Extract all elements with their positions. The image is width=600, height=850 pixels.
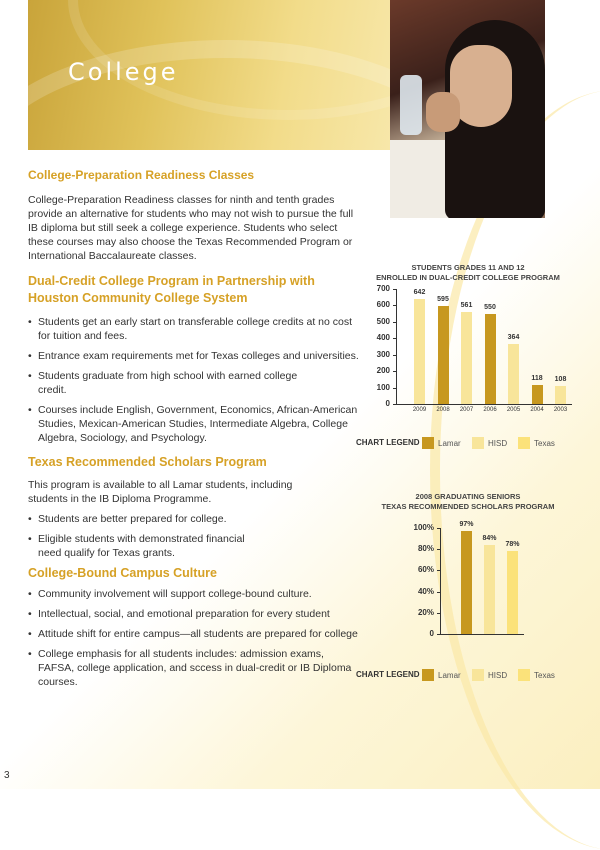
data-label: 78%: [505, 541, 520, 549]
legend-label: Lamar: [438, 439, 461, 448]
chart-bar: [508, 344, 519, 404]
section-heading: College-Preparation Readiness Classes: [28, 168, 255, 182]
y-tick-label: 500: [376, 316, 390, 326]
legend-swatch-hisd: [472, 437, 484, 449]
chart-title-line: STUDENTS GRADES 11 AND 12: [411, 263, 525, 272]
x-tick-label: 2008: [436, 407, 450, 413]
student-photo: [390, 0, 545, 218]
y-tick-mark: [437, 570, 440, 571]
y-tick-label: 0: [429, 629, 434, 638]
y-axis: [396, 289, 397, 404]
list-item: • Students get an early start on transferable college credits at no cost for tuition and fees.: [28, 315, 360, 343]
y-tick-mark: [437, 634, 440, 635]
y-tick-mark: [437, 528, 440, 529]
y-tick-mark: [393, 305, 396, 306]
list-item: • College emphasis for all students includes: admission exams, FAFSA, college application, and sccess in dual-credit or IB Diploma courses.: [28, 647, 360, 689]
main-content: [28, 168, 360, 695]
section-body: This program is available to all Lamar students, including students in the IB Diploma Programme.: [28, 479, 293, 505]
y-tick-label: 20%: [417, 607, 434, 617]
y-tick-label: 60%: [417, 565, 434, 575]
section-heading: College-Bound Campus Culture: [28, 566, 217, 580]
legend-label: Texas: [534, 439, 555, 448]
y-tick-label: 80%: [417, 544, 434, 554]
legend-swatch-hisd: [472, 669, 484, 681]
y-tick-mark: [393, 355, 396, 356]
data-label: 595: [437, 296, 449, 304]
y-tick-label: 0: [385, 399, 390, 408]
y-tick-label: 400: [376, 333, 390, 343]
page-title: College: [68, 58, 179, 86]
x-tick-label: 2006: [483, 407, 497, 413]
chart-bar: [485, 314, 496, 404]
chart-title-line: TEXAS RECOMMENDED SCHOLARS PROGRAM: [381, 502, 555, 511]
legend-swatch-lamar: [422, 437, 434, 449]
section-body: College-Preparation Readiness classes for ninth and tenth grades provide an alternative for students who may not wish to pursue the full IB diploma but still seek a college experience. Students who select these courses may also choose the Texas Recommended Program or International Baccalaureate classes.: [28, 194, 354, 262]
data-label: 84%: [482, 534, 497, 542]
section-heading: Texas Recommended Scholars Program: [28, 455, 267, 469]
chart-title-line: 2008 GRADUATING SENIORS: [415, 492, 521, 501]
y-tick-mark: [393, 388, 396, 389]
y-axis: [440, 528, 441, 634]
y-tick-mark: [437, 613, 440, 614]
legend-swatch-texas: [518, 669, 530, 681]
legend-title: CHART LEGEND: [356, 670, 420, 679]
section-heading: Dual-Credit College Program in Partnership with Houston Community College System: [28, 274, 315, 305]
chart-bar: [461, 312, 472, 404]
data-label: 642: [413, 288, 426, 296]
chart-title-line: ENROLLED IN DUAL-CREDIT COLLEGE PROGRAM: [376, 273, 560, 282]
x-tick-label: 2009: [412, 407, 427, 413]
list-item: • Students graduate from high school with earned college credit.: [28, 369, 360, 397]
bullet-list: [28, 315, 360, 445]
legend-label: Texas: [534, 671, 555, 680]
legend-label: Lamar: [438, 671, 461, 680]
y-tick-label: 100%: [413, 523, 434, 532]
chart-bar: [555, 386, 566, 404]
list-item: • Eligible students with demonstrated financial need qualify for Texas grants.: [28, 532, 360, 560]
y-tick-label: 100: [376, 382, 390, 392]
legend-label: HISD: [488, 439, 508, 448]
data-label: 561: [460, 301, 473, 309]
y-tick-mark: [437, 549, 440, 550]
chart-bar: [532, 385, 543, 404]
y-tick-mark: [393, 371, 396, 372]
y-tick-mark: [393, 404, 396, 405]
list-item: • Entrance exam requirements met for Texas colleges and universities.: [28, 349, 360, 363]
y-tick-label: 300: [376, 349, 390, 359]
data-label: 550: [484, 303, 496, 311]
y-tick-label: 40%: [417, 586, 434, 596]
bullet-list: [28, 512, 360, 560]
legend-swatch-texas: [518, 437, 530, 449]
y-tick-mark: [393, 322, 396, 323]
x-tick-label: 2003: [553, 407, 568, 413]
list-item: • Students are better prepared for college.: [28, 512, 360, 526]
photo-bottle: [400, 75, 422, 135]
x-axis: [396, 404, 572, 405]
data-label: 118: [531, 374, 543, 382]
legend-swatch-lamar: [422, 669, 434, 681]
data-label: 108: [554, 376, 567, 384]
y-tick-label: 200: [376, 366, 390, 376]
y-tick-mark: [393, 338, 396, 339]
bullet-list: [28, 587, 360, 689]
data-label: 97%: [459, 521, 474, 529]
list-item: • Intellectual, social, and emotional preparation for every student: [28, 607, 360, 621]
x-tick-label: 2004: [530, 407, 544, 413]
list-item: • Attitude shift for entire campus—all students are prepared for college: [28, 627, 360, 641]
chart-title: [368, 492, 568, 512]
header-banner: [28, 0, 390, 150]
y-tick-label: 600: [376, 300, 390, 310]
list-item: • Community involvement will support college-bound culture.: [28, 587, 360, 601]
y-tick-mark: [437, 592, 440, 593]
y-tick-mark: [393, 289, 396, 290]
chart-bar: [461, 531, 472, 634]
chart-bar: [438, 306, 449, 404]
page-number: 3: [4, 770, 10, 781]
chart-title: [368, 263, 568, 283]
y-tick-label: 700: [376, 284, 390, 293]
legend-title: CHART LEGEND: [356, 438, 420, 447]
x-tick-label: 2007: [459, 407, 474, 413]
x-axis: [440, 634, 524, 635]
list-item: • Courses include English, Government, Economics, African-American Studies, Mexican-American Studies, Intermediate Algebra, College Algebra, Sociology, and Psychology.: [28, 403, 360, 445]
chart-bar: [484, 545, 495, 634]
photo-hand: [426, 92, 460, 132]
chart-bar: [414, 299, 425, 404]
legend-label: HISD: [488, 671, 508, 680]
chart-bar: [507, 551, 518, 634]
x-tick-label: 2005: [506, 407, 521, 413]
data-label: 364: [507, 334, 520, 342]
